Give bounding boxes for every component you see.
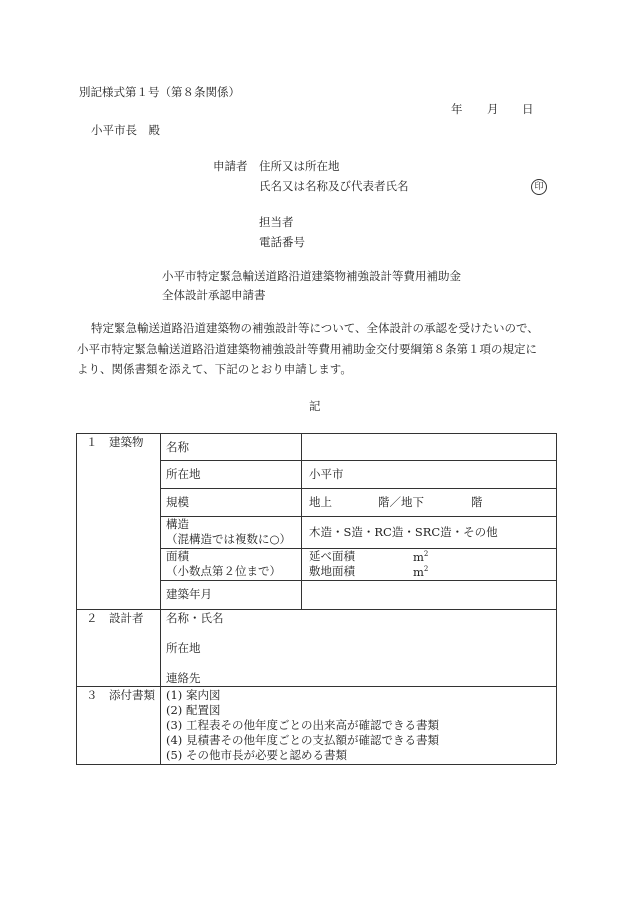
- built-date-label: 建築年月: [166, 587, 212, 601]
- table-row-divider: [160, 488, 556, 489]
- table-border-top: [76, 433, 556, 434]
- total-floor-area-unit: $m^2$: [413, 549, 429, 564]
- phone-label: 電話番号: [259, 235, 305, 249]
- document-title-line1: 小平市特定緊急輸送道路沿道建築物補強設計等費用補助金: [162, 269, 461, 283]
- section-designer-label: ２ 設計者: [86, 611, 144, 625]
- table-border-bottom: [76, 764, 556, 765]
- table-row-divider: [160, 548, 556, 549]
- table-row-divider: [160, 516, 556, 517]
- attachment-item: (1) 案内図: [166, 688, 221, 702]
- total-floor-area-label: 延べ面積: [309, 549, 355, 563]
- ki-heading: 記: [309, 399, 321, 413]
- attachment-item: (3) 工程表その他年度ごとの出来高が確認できる書類: [166, 718, 439, 732]
- attachment-item: (5) その他市長が必要と認める書類: [166, 748, 347, 762]
- area-label: 面積: [166, 549, 189, 563]
- body-line2: 小平市特定緊急輸送道路沿道建築物補強設計等費用補助金交付要綱第８条第１項の規定に: [77, 342, 537, 356]
- document-title-line2: 全体設計承認申請書: [162, 288, 266, 302]
- building-scale-label: 規模: [166, 495, 189, 509]
- attachment-item: (4) 見積書その他年度ごとの支払額が確認できる書類: [166, 733, 439, 747]
- table-section-divider: [76, 686, 556, 687]
- table-row-divider: [160, 460, 556, 461]
- form-number: 別記様式第１号（第８条関係）: [79, 85, 240, 99]
- structure-options: 木造・S造・RC造・SRC造・その他: [309, 525, 498, 539]
- addressee: 小平市長 殿: [91, 123, 160, 137]
- attachment-item: (2) 配置図: [166, 703, 221, 717]
- building-name-label: 名称: [166, 440, 189, 454]
- scale-above-label: 地上: [309, 495, 332, 509]
- table-row-divider: [160, 580, 556, 581]
- contact-person-label: 担当者: [259, 215, 294, 229]
- site-area-label: 敷地面積: [309, 564, 355, 578]
- body-line1: 特定緊急輸送道路沿道建築物の補強設計等について、全体設計の承認を受けたいので、: [91, 321, 539, 335]
- table-border-left: [76, 433, 77, 764]
- building-location-label: 所在地: [166, 467, 201, 481]
- date-year-label: 年: [451, 102, 463, 116]
- section-building-label: １ 建築物: [86, 435, 144, 449]
- scale-floor-label: 階／地下: [378, 495, 424, 509]
- designer-contact-label: 連絡先: [166, 671, 201, 685]
- designer-name-label: 名称・氏名: [166, 611, 224, 625]
- scale-floor-label-2: 階: [471, 495, 483, 509]
- building-location-value: 小平市: [309, 467, 344, 481]
- section-attachments-label: ３ 添付書類: [86, 688, 155, 702]
- table-border-right: [556, 433, 557, 764]
- area-note: （小数点第２位まで）: [166, 564, 281, 578]
- applicant-address-label: 住所又は所在地: [259, 159, 340, 173]
- structure-note: （混構造では複数に○）: [166, 532, 292, 546]
- applicant-name-label: 氏名又は名称及び代表者氏名: [259, 179, 409, 193]
- table-section-divider: [76, 609, 556, 610]
- date-day-label: 日: [522, 102, 534, 116]
- site-area-unit: $m^2$: [413, 564, 429, 579]
- seal-mark: 印: [531, 179, 547, 195]
- applicant-label: 申請者: [213, 159, 248, 173]
- designer-location-label: 所在地: [166, 641, 201, 655]
- table-col-divider: [160, 433, 161, 764]
- structure-label: 構造: [166, 517, 189, 531]
- body-line3: より、関係書類を添えて、下記のとおり申請します。: [77, 362, 352, 376]
- date-month-label: 月: [487, 102, 499, 116]
